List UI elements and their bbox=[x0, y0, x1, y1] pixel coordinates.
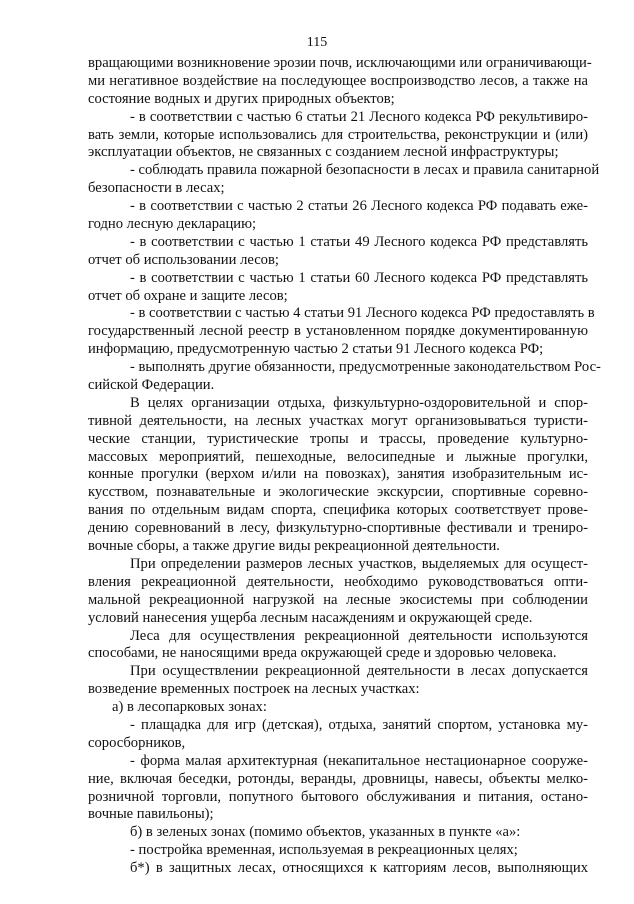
text-line: вращающими возникновение эрозии почв, исключающими или ограничивающи- bbox=[88, 55, 592, 71]
text-line: вания по отдельным видам спорта, специфика которых соответствует прове- bbox=[88, 502, 588, 519]
text-line: ми негативное воздействие на последующее воспроизводство лесов, а также на bbox=[88, 72, 588, 89]
text-line: способами, не наносящими вреда окружающей среде и здоровью человека. bbox=[88, 645, 557, 662]
text-line: состояние водных и других природных объектов; bbox=[88, 90, 395, 107]
text-line: При определении размеров лесных участков, выделяемых для осущест- bbox=[130, 555, 588, 572]
text-line: - в соответствии с частью 2 статьи 26 Лесного кодекса РФ подавать еже- bbox=[130, 198, 588, 215]
text-line: - в соответствии с частью 6 статьи 21 Лесного кодекса РФ рекультивиро- bbox=[130, 108, 588, 125]
text-line: В целях организации отдыха, физкультурно-оздоровительной и спор- bbox=[130, 394, 588, 411]
text-line: - постройка временная, используемая в рекреационных целях; bbox=[130, 842, 518, 859]
text-line: годно лесную декларацию; bbox=[88, 216, 257, 233]
text-line: - в соответствии с частью 4 статьи 91 Лесного кодекса РФ предоставлять в bbox=[130, 305, 595, 322]
text-line: отчет об охране и защите лесов; bbox=[88, 287, 288, 304]
text-line: розничной торговли, попутного бытового обслуживания и питания, остано- bbox=[88, 788, 588, 805]
text-line: - плащадка для игр (детская), отдыха, занятий спортом, установка му- bbox=[130, 716, 588, 733]
page-number: 115 bbox=[306, 35, 328, 50]
text-line: мальной рекреационной нагрузкой на лесные экосистемы при соблюдении bbox=[88, 591, 588, 608]
text-line: б*) в защитных лесах, относящихся к катгориям лесов, выполняющих bbox=[130, 860, 588, 877]
text-line: дению соревнований в лесу, физкультурно-спортивные фестивали и трениро- bbox=[88, 520, 588, 537]
text-line: Леса для осуществления рекреационной деятельности используются bbox=[130, 627, 588, 644]
text-line: тивной деятельности, на лесных участках могут организовываться туристи- bbox=[88, 412, 588, 429]
text-line: соросборников, bbox=[88, 734, 186, 751]
text-line: информацию, предусмотренную частью 2 статьи 91 Лесного кодекса РФ; bbox=[88, 341, 544, 358]
text-line: - выполнять другие обязанности, предусмотренные законодательством Рос- bbox=[130, 359, 601, 376]
text-line: вать земли, которые использовались для строительства, реконструкции и (или) bbox=[88, 126, 588, 143]
text-line: государственный лесной реестр в установленном порядке документированную bbox=[88, 323, 588, 340]
text-line: безопасности в лесах; bbox=[88, 180, 225, 197]
text-line: вочные сборы, а также другие виды рекреационной деятельности. bbox=[88, 538, 500, 555]
text-line: конные прогулки (верхом и/или на повозках), занятия изобразительным ис- bbox=[88, 466, 588, 483]
text-line: вления рекреационной деятельности, необходимо руководствоваться опти- bbox=[88, 573, 588, 590]
text-line: кусством, познавательные и экологические экскурсии, спортивные соревно- bbox=[88, 484, 588, 501]
text-line: - в соответствии с частью 1 статьи 60 Лесного кодекса РФ представлять bbox=[130, 269, 588, 286]
text-line: эксплуатации объектов, не связанных с созданием лесной инфраструктуры; bbox=[88, 144, 559, 161]
text-line: сийской Федерации. bbox=[88, 377, 215, 394]
text-line: - соблюдать правила пожарной безопасности в лесах и правила санитарной bbox=[130, 162, 600, 179]
text-line: возведение временных построек на лесных участках: bbox=[88, 681, 420, 698]
text-line: условий нанесения ущерба лесным насаждениям и окружающей среде. bbox=[88, 609, 533, 626]
body-text bbox=[88, 55, 601, 878]
text-line: - форма малая архитектурная (некапитальное нестационарное сооруже- bbox=[130, 752, 588, 769]
text-line: б) в зеленых зонах (помимо объектов, указанных в пункте «а»: bbox=[130, 824, 521, 841]
text-line: отчет об использовании лесов; bbox=[88, 251, 279, 268]
text-line: ческие станции, туристические тропы и трассы, проведение культурно- bbox=[88, 430, 588, 447]
text-line: При осуществлении рекреационной деятельности в лесах допускается bbox=[130, 663, 588, 680]
text-line: а) в лесопарковых зонах: bbox=[112, 699, 267, 716]
text-line: - в соответствии с частью 1 статьи 49 Лесного кодекса РФ представлять bbox=[130, 233, 588, 250]
text-line: вочные павильоны); bbox=[88, 806, 214, 823]
text-line: массовых мероприятий, пешеходные, велосипедные и лыжные прогулки, bbox=[88, 448, 588, 465]
text-line: ние, включая беседки, ротонды, веранды, дровницы, навесы, объекты мелко- bbox=[88, 770, 588, 787]
